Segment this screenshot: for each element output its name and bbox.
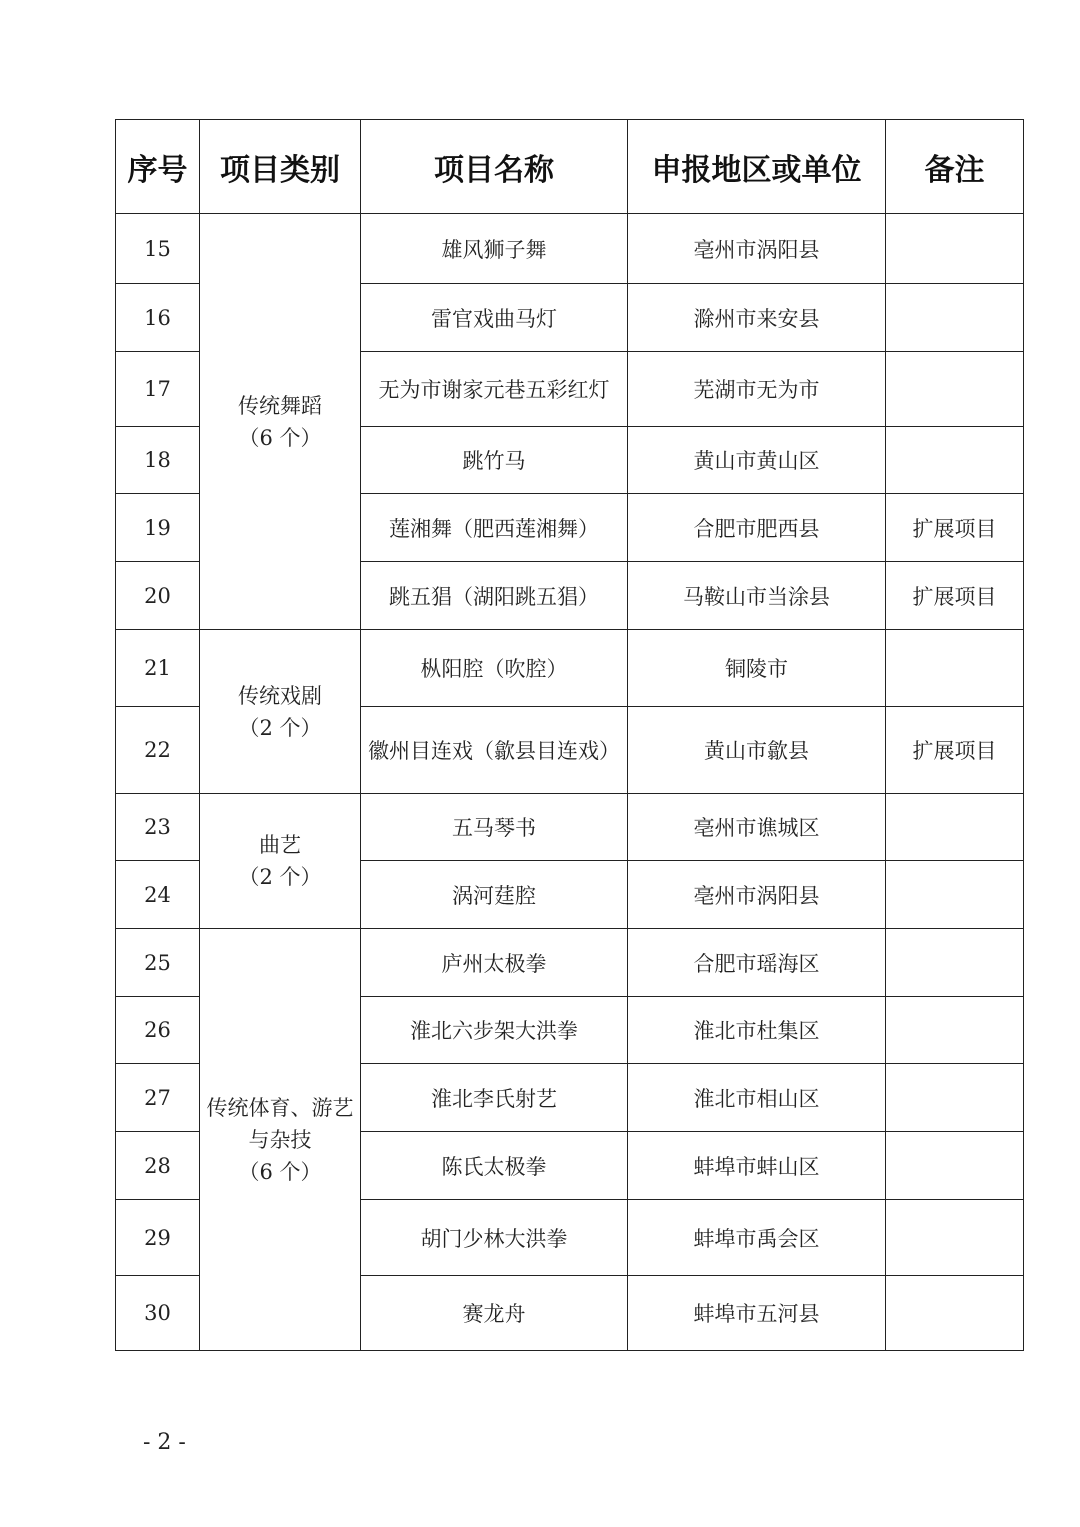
- header-seq: 序号: [116, 120, 200, 214]
- row-number: 20: [116, 562, 200, 630]
- project-region: 芜湖市无为市: [628, 352, 886, 427]
- project-name: 庐州太极拳: [361, 929, 628, 997]
- project-name: 莲湘舞（肥西莲湘舞）: [361, 494, 628, 562]
- table-row: [116, 929, 1024, 997]
- header-category: 项目类别: [200, 120, 361, 214]
- category-name: 曲艺: [259, 833, 301, 857]
- project-note: [886, 997, 1024, 1064]
- project-region: 淮北市相山区: [628, 1064, 886, 1132]
- project-region: 黄山市黄山区: [628, 427, 886, 494]
- category-name: 传统体育、游艺: [206, 1095, 354, 1120]
- project-note: [886, 1200, 1024, 1276]
- table-row: [116, 630, 1024, 707]
- project-name: 雷官戏曲马灯: [361, 284, 628, 352]
- category-cell: [200, 929, 361, 1351]
- category-cell: [200, 630, 361, 794]
- row-number: 25: [116, 929, 200, 997]
- row-number: 18: [116, 427, 200, 494]
- category-cell: [200, 794, 361, 929]
- project-region: 蚌埠市五河县: [628, 1276, 886, 1351]
- project-name: 涡河莛腔: [361, 861, 628, 929]
- project-note: 扩展项目: [886, 494, 1024, 562]
- project-note: [886, 214, 1024, 284]
- project-name: 五马琴书: [361, 794, 628, 861]
- row-number: 29: [116, 1200, 200, 1276]
- project-table: [115, 119, 1024, 1351]
- table-row: [116, 794, 1024, 861]
- row-number: 19: [116, 494, 200, 562]
- row-number: 16: [116, 284, 200, 352]
- table-header-row: [116, 120, 1024, 214]
- project-note: [886, 284, 1024, 352]
- row-number: 28: [116, 1132, 200, 1200]
- row-number: 15: [116, 214, 200, 284]
- project-region: 亳州市涡阳县: [628, 214, 886, 284]
- project-name: 无为市谢家元巷五彩红灯: [361, 352, 628, 427]
- category-count: （6 个）: [238, 1159, 322, 1184]
- table-row: [116, 214, 1024, 284]
- category-count: （2 个）: [238, 715, 322, 740]
- project-name: 淮北六步架大洪拳: [361, 997, 628, 1064]
- header-name: 项目名称: [361, 120, 628, 214]
- project-name: 赛龙舟: [361, 1276, 628, 1351]
- project-name: 跳竹马: [361, 427, 628, 494]
- project-region: 亳州市谯城区: [628, 794, 886, 861]
- row-number: 24: [116, 861, 200, 929]
- category-count: （2 个）: [238, 865, 322, 889]
- project-region: 铜陵市: [628, 630, 886, 707]
- project-name: 胡门少林大洪拳: [361, 1200, 628, 1276]
- project-note: [886, 929, 1024, 997]
- row-number: 17: [116, 352, 200, 427]
- category-name: 传统舞蹈: [238, 393, 322, 418]
- row-number: 22: [116, 707, 200, 794]
- project-name: 陈氏太极拳: [361, 1132, 628, 1200]
- category-cell: [200, 214, 361, 630]
- row-number: 27: [116, 1064, 200, 1132]
- category-count: （6 个）: [238, 425, 322, 450]
- header-note: 备注: [886, 120, 1024, 214]
- project-note: [886, 794, 1024, 861]
- project-note: [886, 352, 1024, 427]
- header-region: 申报地区或单位: [628, 120, 886, 214]
- project-region: 合肥市肥西县: [628, 494, 886, 562]
- project-region: 合肥市瑶海区: [628, 929, 886, 997]
- project-name: 枞阳腔（吹腔）: [361, 630, 628, 707]
- project-note: [886, 861, 1024, 929]
- project-note: [886, 1064, 1024, 1132]
- row-number: 30: [116, 1276, 200, 1351]
- project-region: 滁州市来安县: [628, 284, 886, 352]
- category-name: 传统戏剧: [238, 683, 322, 708]
- page-number: - 2 -: [143, 1430, 186, 1455]
- project-region: 蚌埠市禹会区: [628, 1200, 886, 1276]
- project-region: 蚌埠市蚌山区: [628, 1132, 886, 1200]
- project-region: 淮北市杜集区: [628, 997, 886, 1064]
- category-name-line2: 与杂技: [248, 1127, 312, 1152]
- project-region: 黄山市歙县: [628, 707, 886, 794]
- project-note: 扩展项目: [886, 562, 1024, 630]
- project-name: 雄风狮子舞: [361, 214, 628, 284]
- project-note: [886, 427, 1024, 494]
- project-note: 扩展项目: [886, 707, 1024, 794]
- project-region: 亳州市涡阳县: [628, 861, 886, 929]
- project-name: 淮北李氏射艺: [361, 1064, 628, 1132]
- row-number: 26: [116, 997, 200, 1064]
- project-region: 马鞍山市当涂县: [628, 562, 886, 630]
- row-number: 21: [116, 630, 200, 707]
- project-note: [886, 630, 1024, 707]
- row-number: 23: [116, 794, 200, 861]
- project-name: 跳五猖（湖阳跳五猖）: [361, 562, 628, 630]
- project-note: [886, 1132, 1024, 1200]
- project-name: 徽州目连戏（歙县目连戏）: [361, 707, 628, 794]
- project-note: [886, 1276, 1024, 1351]
